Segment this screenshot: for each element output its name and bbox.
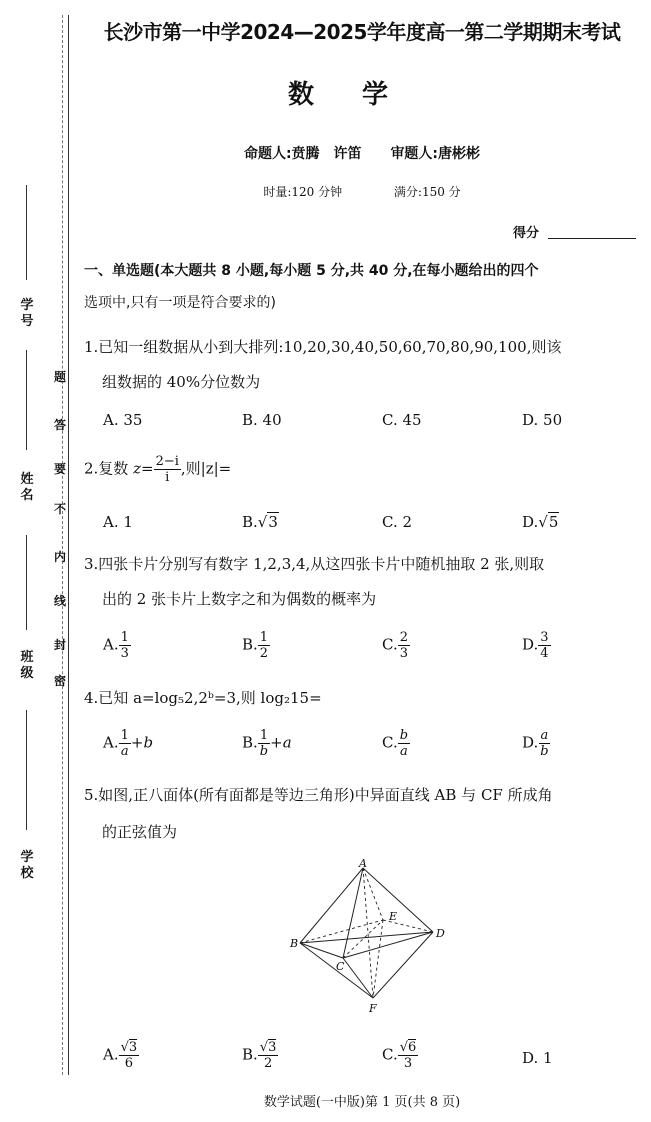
q2-option-a[interactable]: A. 1 [103,513,133,531]
edge-ab [300,868,363,943]
option-label: D. [522,733,539,752]
fraction [398,1040,419,1071]
q2-option-c[interactable]: C. 2 [382,513,413,531]
page-footer: 数学试题(一中版)第 1 页(共 8 页) [263,1095,461,1110]
denominator: 3 [120,646,129,661]
option-label: C. [382,733,398,752]
edge-ac [343,868,363,958]
numerator: √3 [259,1040,277,1055]
option-label: D. [522,513,539,531]
vertex-e: E [389,910,398,923]
q2-prefix: 2.复数 [84,459,129,478]
q2-option-d[interactable] [522,512,559,532]
exam-title: 长沙市第一中学2024—2025学年度高一第二学期期末考试 [103,20,621,44]
q4-stem: 4.已知 a=log₅2,2ᵇ=3,则 log₂15= [84,689,322,707]
q3-option-c[interactable] [382,630,410,661]
seal-char: 密 [53,674,66,688]
exam-meta [82,183,642,200]
denominator: 4 [540,646,549,661]
school-label: 学校 [20,850,34,881]
option-tail: +a [270,733,292,752]
seal-char: 线 [53,594,66,608]
q3-stem: 3.四张卡片分别写有数字 1,2,3,4,从这四张卡片中随机抽取 2 张,则取 [84,555,545,573]
q1-option-b[interactable]: B. 40 [242,411,282,429]
numerator: 1 [120,728,129,743]
vertex-a: A [359,858,367,870]
numerator: 3 [540,630,549,645]
numerator: a [540,728,549,743]
reviewer-label: 审题人:唐彬彬 [390,146,481,162]
option-tail: +b [130,733,154,752]
q5-option-b[interactable] [242,1040,278,1071]
q4-option-c[interactable] [382,728,410,759]
fraction [538,630,550,661]
q2-option-b[interactable] [242,512,279,532]
class-blank[interactable] [26,535,27,630]
q5-stem-cont: 的正弦值为 [102,823,178,841]
fraction [398,630,410,661]
edge-cf [343,958,373,998]
q3-option-b[interactable] [242,630,270,661]
section-heading: 一、单选题(本大题共 8 小题,每小题 5 分,共 40 分,在每小题给出的四个 [84,263,539,279]
edge-ad [363,868,433,932]
q1-stem: 1.已知一组数据从小到大排列:10,20,30,40,50,60,70,80,90,100,则该 [84,338,562,356]
numerator: √3 [120,1040,138,1055]
vertex-c: C [336,960,345,973]
radicand: 3 [268,513,278,531]
denominator: 6 [124,1056,134,1071]
radicand: 5 [548,513,559,531]
denominator: a [400,744,408,759]
sqrt-icon: √5 [538,513,559,531]
q2-stem [84,454,644,485]
q5-stem: 5.如图,正八面体(所有面都是等边三角形)中异面直线 AB 与 CF 所成角 [84,786,553,804]
name-blank[interactable] [26,350,27,450]
score-blank[interactable] [548,238,636,239]
numerator: 1 [120,630,129,645]
seal-char: 答 [53,418,66,432]
seal-char: 封 [53,638,66,652]
seal-char: 题 [53,370,66,384]
student-id-blank[interactable] [26,185,27,280]
q2-den: i [165,470,170,485]
numerator: b [399,728,409,743]
seal-char: 内 [53,550,66,564]
denominator: a [120,744,129,759]
fraction [119,1040,140,1071]
option-label: D. [522,635,539,654]
binding-solid-line [68,15,69,1075]
vertex-f: F [369,1002,377,1015]
radicand: 3 [128,1040,138,1055]
radicand: 3 [268,1040,277,1055]
sqrt-icon: √3 [257,513,278,531]
numerator: 1 [259,728,269,743]
name-label: 姓名 [20,472,34,503]
full-score-label: 满分:150 分 [393,185,461,199]
option-label: A. [103,635,119,654]
denominator: b [259,744,269,759]
denominator: 2 [259,646,269,661]
score-label: 得分 [513,226,540,241]
option-label: B. [242,635,258,654]
fraction [119,728,131,759]
q2-eq: = [141,459,154,478]
option-label: C. [382,635,398,654]
binding-dashed-line [62,15,63,1075]
student-id-label: 学号 [20,298,34,329]
edge-bc [300,943,343,958]
fraction [258,728,270,759]
authors-line [82,143,642,163]
option-label: A. [103,1045,119,1064]
option-label: B. [242,733,258,752]
setters-label: 命题人:贲腾 许笛 [243,146,362,162]
fraction [258,630,270,661]
denominator: 3 [403,1056,413,1071]
q2-num: 2−i [155,454,179,469]
axis-af [363,868,373,998]
radicand: 6 [408,1040,417,1055]
q4-option-d[interactable] [522,728,551,759]
edge-df [373,932,433,998]
denominator: 3 [399,646,408,661]
school-blank[interactable] [26,710,27,830]
option-label: B. [242,1045,258,1064]
numerator: 1 [259,630,269,645]
q1-option-c[interactable]: C. 45 [382,411,422,429]
option-label: B. [242,513,258,531]
option-label: C. [382,1045,398,1064]
vertex-d: D [436,927,445,940]
q3-option-d[interactable] [522,630,551,661]
q4-option-b[interactable] [242,728,292,759]
time-label: 时量:120 分钟 [263,185,343,199]
q3-option-a[interactable] [103,630,131,661]
q1-option-a[interactable]: A. 35 [103,411,143,429]
q2-var: z [133,459,141,478]
denominator: 2 [263,1056,273,1071]
numerator: √6 [399,1040,417,1055]
q5-option-c[interactable] [382,1040,418,1071]
octahedron-figure [285,858,450,1018]
seal-char: 不 [53,502,66,516]
fraction [398,728,410,759]
numerator: 2 [399,630,408,645]
q5-option-d[interactable]: D. 1 [522,1049,553,1067]
fraction [119,630,131,661]
q1-stem-cont: 组数据的 40%分位数为 [102,373,261,391]
option-label: A. [103,733,119,752]
q4-option-a[interactable] [103,728,153,759]
fraction [258,1040,279,1071]
subject-title: 数学 [287,80,436,110]
edge-ef [373,920,383,998]
q2-fraction [154,454,181,485]
q5-option-a[interactable] [103,1040,139,1071]
q2-suffix: ,则|z|= [180,459,232,478]
seal-char: 要 [53,462,66,476]
vertex-b: B [290,937,299,950]
class-label: 班级 [20,650,34,681]
q3-stem-cont: 出的 2 张卡片上数字之和为偶数的概率为 [102,590,377,608]
section-heading-cont: 选项中,只有一项是符合要求的) [84,295,276,311]
q1-option-d[interactable]: D. 50 [522,411,563,429]
fraction [538,728,550,759]
denominator: b [540,744,549,759]
